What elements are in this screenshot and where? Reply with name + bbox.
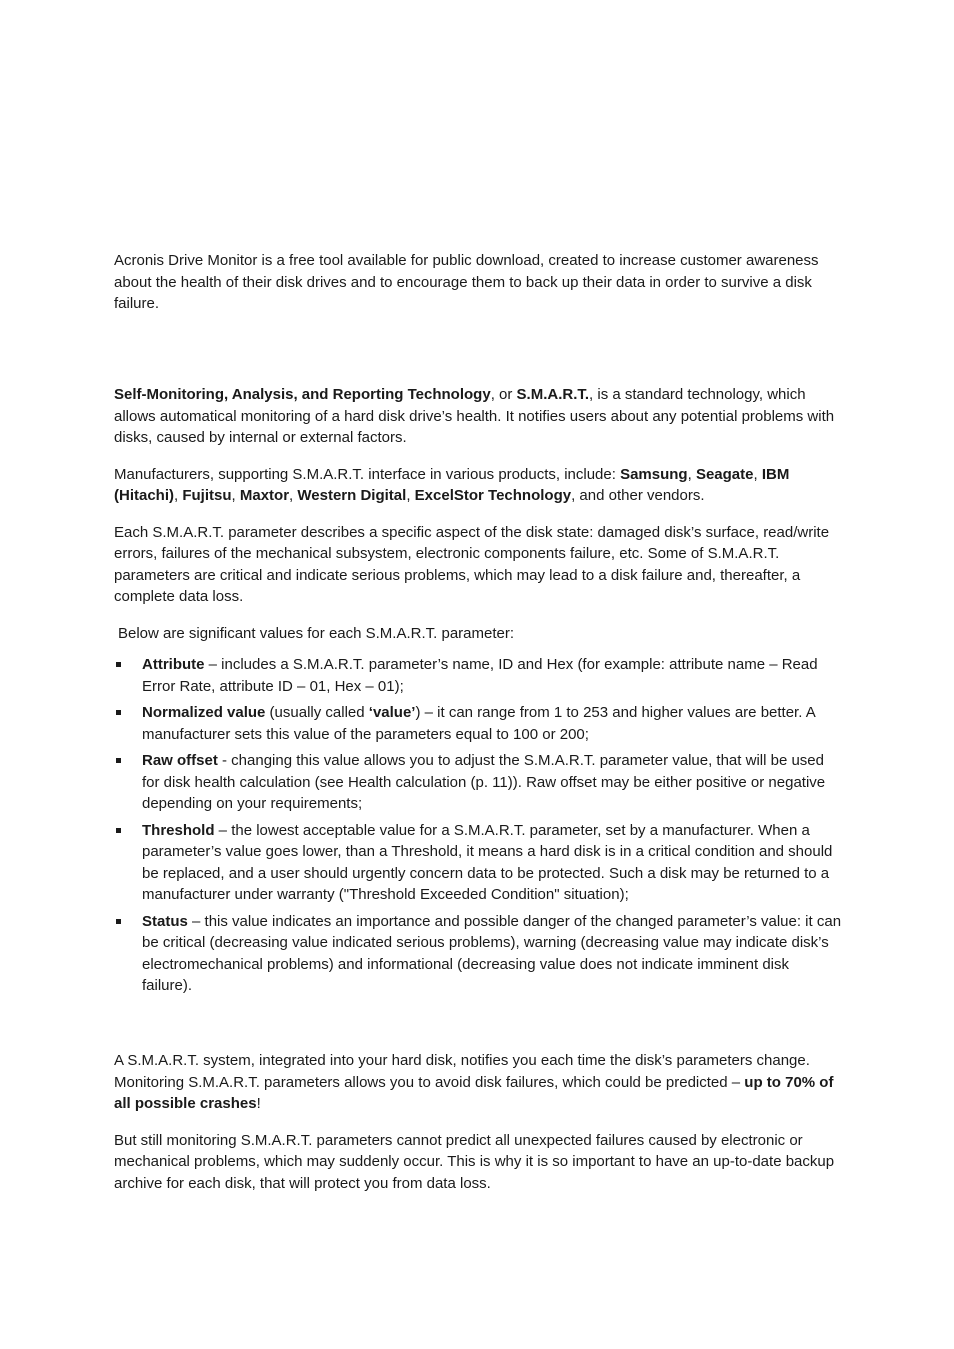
bullet-square-icon (116, 710, 121, 715)
list-item-status: Status – this value indicates an importance and possible danger of the changed parameter’s value: it can be critical (decreasing value indicated serious problems), warning (decreasing value may indicate disk’s electromechanical problems) and informational (decreasing value does not indicate imminent disk failure). (114, 911, 842, 997)
bullet-square-icon (116, 662, 121, 667)
backup-paragraph: But still monitoring S.M.A.R.T. parameters cannot predict all unexpected failures caused by electronic or mechanical problems, which may suddenly occur. This is why it is so important to have an up-to-date backup archive for each disk, that will protect you from data loss. (114, 1131, 835, 1192)
vendor: Western Digital (297, 487, 407, 504)
prediction-paragraph: A S.M.A.R.T. system, integrated into your hard disk, notifies you each time the disk’s parameters change. Monitoring S.M.A.R.T. parameters allows you to avoid disk failures, which could be predicted – up to 70% of all possible crashes! (114, 1052, 834, 1112)
parameter-description-paragraph: Each S.M.A.R.T. parameter describes a specific aspect of the disk state: damaged disk’s surface, read/write errors, failures of the mechanical subsystem, electronic components failure, etc. Some of S.M.A.R.T. parameters are critical and indicate serious problems, which may lead to a disk failure and, thereafter, a complete data loss. (114, 523, 830, 605)
manufacturers-paragraph: Manufacturers, supporting S.M.A.R.T. interface in various products, include: Samsung, Seagate, IBM (Hitachi), Fujitsu, Maxtor, Western Digital, ExcelStor Technology, and other vendors. (114, 465, 790, 504)
list-item-normalized-value: Normalized value (usually called ‘value’) – it can range from 1 to 253 and higher values are better. A manufacturer sets this value of the parameters equal to 100 or 200; (114, 702, 842, 745)
list-item-threshold: Threshold – the lowest acceptable value for a S.M.A.R.T. parameter, set by a manufacturer. When a parameter’s value goes lower, than a Threshold, it means a hard disk is in a critical condition and should be replaced, and a user should urgently concern data to be protected. Such a disk may be returned to a manufacturer under warranty ("Threshold Exceeded Condition" situation); (114, 820, 842, 906)
intro-paragraph: Acronis Drive Monitor is a free tool available for public download, created to increase customer awareness about the health of their disk drives and to encourage them to back up their data in order to survive a disk failure. (114, 252, 819, 312)
vendor: ExcelStor Technology (414, 487, 572, 504)
bullet-square-icon (116, 828, 121, 833)
bullet-square-icon (116, 758, 121, 763)
intro-section (114, 250, 842, 315)
crash-percentage: up to 70% of all possible crashes (114, 1073, 834, 1112)
smart-section (114, 384, 842, 1002)
bullet-square-icon (116, 919, 121, 924)
list-item-raw-offset: Raw offset - changing this value allows you to adjust the S.M.A.R.T. parameter value, that will be used for disk health calculation (see Health calculation (p. 11)). Raw offset may be either positive or negative depending on your requirements; (114, 750, 842, 815)
list-item-attribute: Attribute – includes a S.M.A.R.T. parameter’s name, ID and Hex (for example: attribute name – Read Error Rate, attribute ID – 01, Hex – 01); (114, 654, 842, 697)
vendor: Maxtor (239, 487, 290, 504)
vendor: Seagate (695, 465, 754, 483)
values-intro-paragraph: Below are significant values for each S.M.A.R.T. parameter: (118, 624, 515, 642)
vendor: Samsung (620, 465, 688, 483)
smart-abbr: S.M.A.R.T. (516, 386, 590, 403)
closing-section (114, 1050, 842, 1209)
smart-term: Self-Monitoring, Analysis, and Reporting Technology (114, 386, 491, 403)
smart-definition-paragraph: Self-Monitoring, Analysis, and Reporting Technology, or S.M.A.R.T., is a standard technology, which allows automatical monitoring of a hard disk drive’s health. It notifies users about any potential problems with disks, caused by internal or external factors. (114, 386, 835, 446)
vendor: Fujitsu (182, 487, 232, 504)
vendor: IBM (Hitachi) (114, 465, 790, 504)
parameter-values-list (114, 654, 842, 997)
